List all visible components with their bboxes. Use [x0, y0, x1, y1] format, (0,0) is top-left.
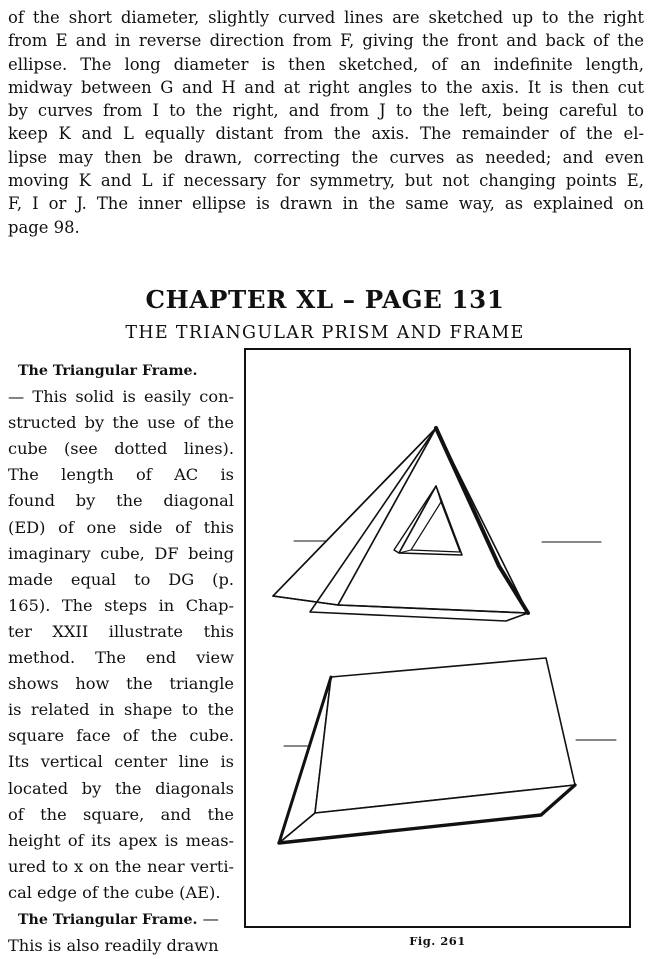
- text-line: keep K and L equally distant from the axis. The remainder of the el-: [8, 124, 644, 144]
- text-line: square face of the cube.: [8, 726, 234, 746]
- text-line: ter XXII illustrate this: [8, 621, 234, 641]
- figure-frame: [244, 348, 631, 928]
- bold-heading: The Triangular Frame.: [18, 363, 198, 379]
- paragraph-heading: [8, 906, 234, 933]
- text-line: structed by the use of the: [8, 413, 234, 433]
- text-line: Its vertical center line is: [8, 752, 234, 772]
- figure-illustration: [246, 350, 629, 926]
- top-paragraph: [8, 6, 644, 239]
- text-line: ellipse. The long diameter is then sketched, of an indefinite length,: [8, 54, 644, 74]
- triangular-frame-drawing: [273, 428, 601, 621]
- figure-caption: Fig. 261: [409, 934, 466, 948]
- text-line: of the square, and the: [8, 804, 234, 824]
- side-column-text: [8, 357, 234, 959]
- heading-dash: —: [197, 908, 219, 928]
- section-title: THE TRIANGULAR PRISM AND FRAME: [125, 323, 525, 343]
- text-line: ured to x on the near verti-: [8, 856, 234, 876]
- text-line: (ED) of one side of this: [8, 517, 234, 537]
- paragraph-heading: [8, 357, 234, 384]
- text-line: imaginary cube, DF being: [8, 543, 234, 563]
- text-line: cube (see dotted lines).: [8, 439, 234, 459]
- text-line: shows how the triangle: [8, 674, 234, 694]
- text-line: from E and in reverse direction from F, giving the front and back of the: [8, 31, 644, 51]
- text-line: made equal to DG (p.: [8, 569, 234, 589]
- text-line: page 98.: [8, 217, 80, 237]
- text-line: height of its apex is meas-: [8, 830, 234, 850]
- text-line: midway between G and H and at right angles to the axis. It is then cut: [8, 77, 644, 97]
- text-line: F, I or J. The inner ellipse is drawn in the same way, as explained on: [8, 194, 644, 214]
- text-line: This is also readily drawn: [8, 936, 219, 956]
- text-line: method. The end view: [8, 648, 234, 668]
- text-line: — This solid is easily con-: [8, 387, 234, 407]
- text-line: lipse may then be drawn, correcting the curves as needed; and even: [8, 147, 644, 167]
- text-line: cal edge of the cube (AE).: [8, 882, 221, 902]
- text-line: moving K and L if necessary for symmetry, but not changing points E,: [8, 171, 644, 191]
- text-line: 165). The steps in Chap-: [8, 595, 234, 615]
- text-line: of the short diameter, slightly curved lines are sketched up to the right: [8, 8, 644, 27]
- text-line: found by the diagonal: [8, 491, 234, 511]
- chapter-title: CHAPTER XL – PAGE 131: [145, 285, 505, 314]
- text-line: located by the diagonals: [8, 778, 234, 798]
- text-line: by curves from I to the right, and from J to the left, being careful to: [8, 101, 644, 121]
- text-line: is related in shape to the: [8, 700, 234, 720]
- text-line: The length of AC is: [8, 465, 234, 485]
- bold-heading: The Triangular Frame.: [18, 911, 198, 928]
- triangular-prism-drawing: [279, 658, 616, 843]
